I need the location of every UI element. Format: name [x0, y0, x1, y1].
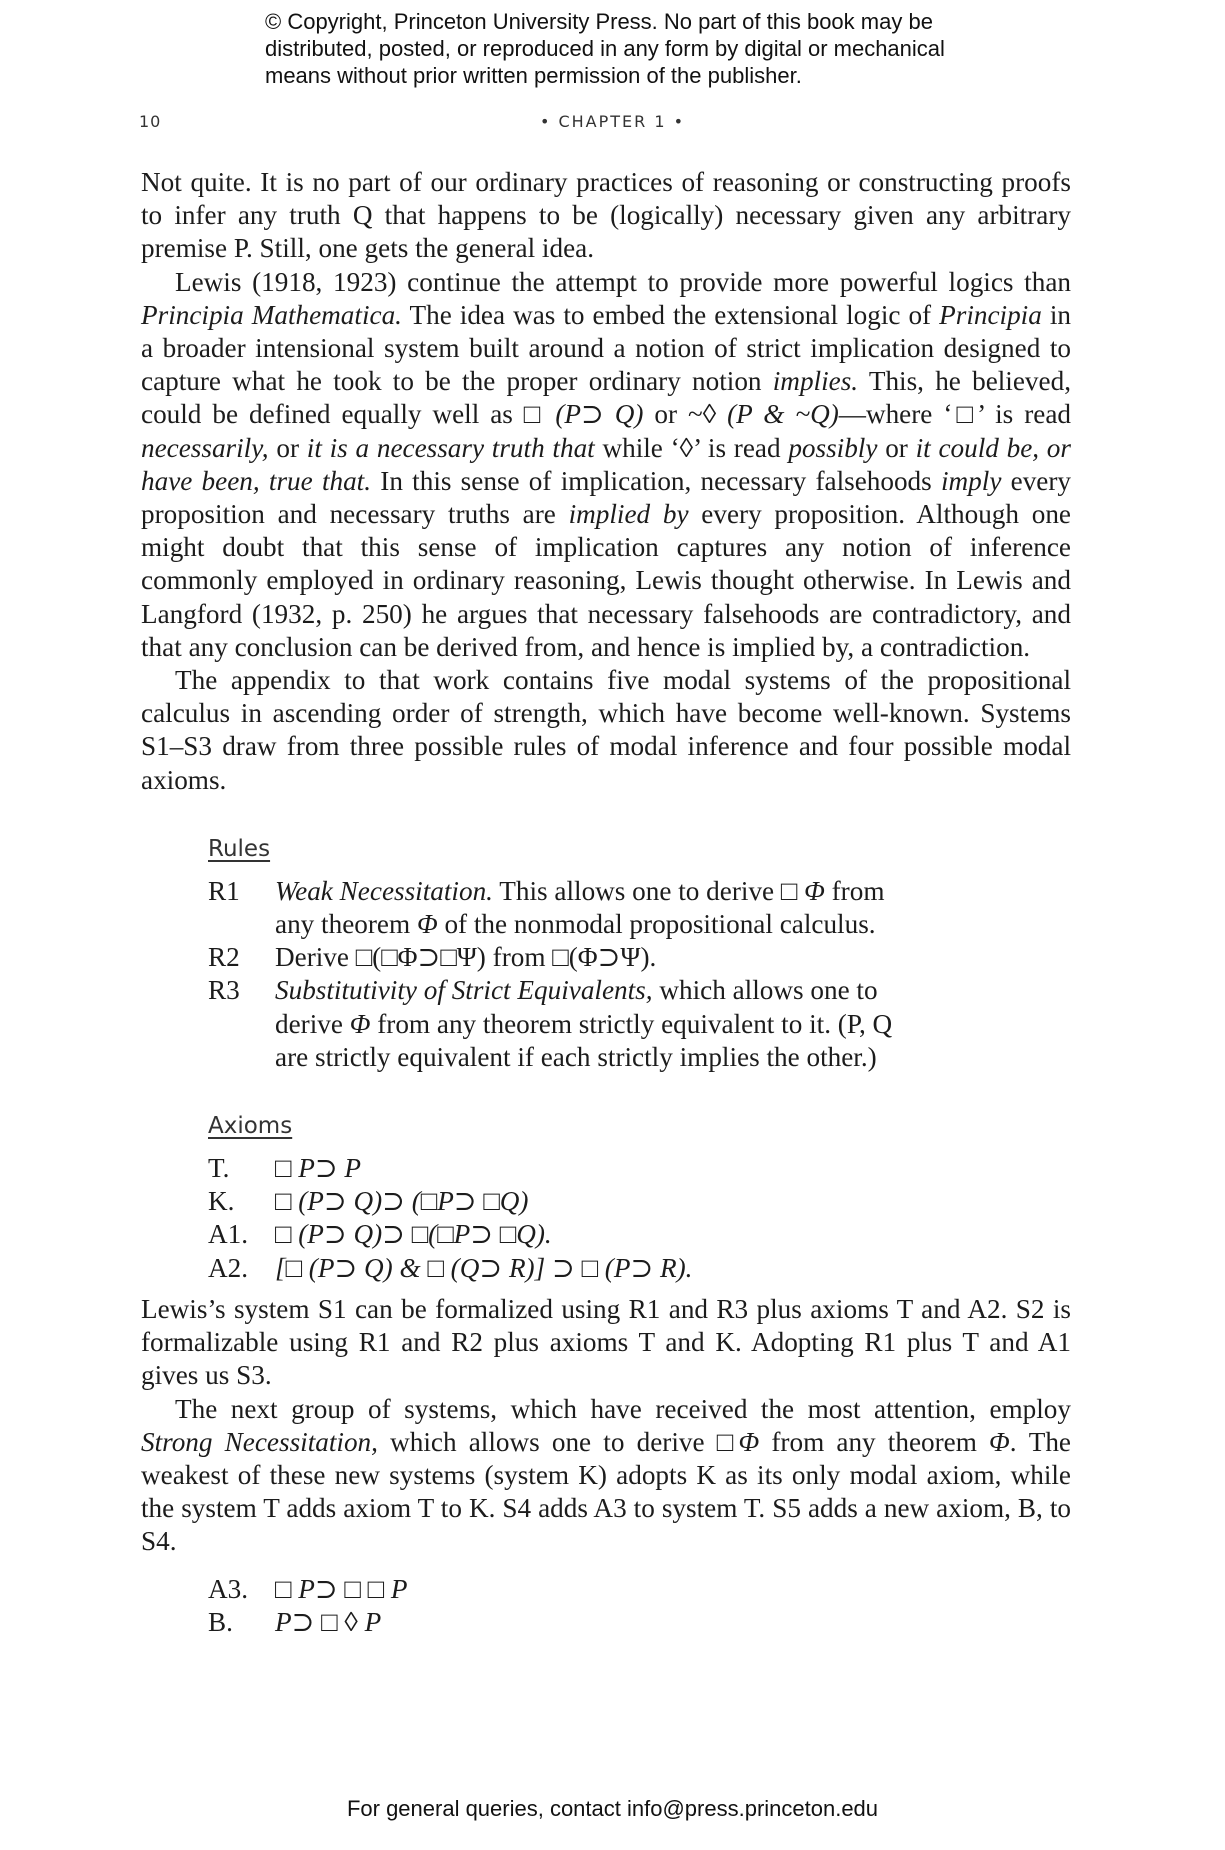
axiom-item [208, 1573, 1071, 1606]
axiom-formula: □ (P⊃ Q)⊃ (□P⊃ □Q) [275, 1186, 529, 1217]
page-body [141, 166, 1071, 1639]
running-head: • CHAPTER 1 • [539, 112, 686, 131]
axiom-label: A2. [208, 1252, 249, 1283]
axiom-item [208, 1218, 1071, 1251]
rule-item [208, 941, 908, 974]
axioms-heading: Axioms [208, 1113, 293, 1140]
rules-heading: Rules [208, 835, 271, 862]
axiom-item [208, 1152, 1071, 1185]
page-number: 10 [139, 112, 162, 131]
rule-text: Derive □(□Φ⊃□Ψ) from □(Φ⊃Ψ). [275, 942, 657, 973]
copyright-line: © Copyright, Princeton University Press. No part of this book may be [265, 9, 933, 34]
axiom-item [208, 1606, 1071, 1639]
footer-contact: For general queries, contact info@press.princeton.edu [346, 1796, 879, 1821]
copyright-notice [265, 8, 1025, 89]
copyright-line: means without prior written permission of the publisher. [265, 63, 802, 88]
axiom-formula: P⊃ □ ◊ P [275, 1606, 382, 1637]
rule-item [208, 875, 908, 941]
extra-axioms-list [208, 1573, 1071, 1639]
paragraph: The next group of systems, which have received the most attention, employ Strong Necessitation, which allows one to derive □Φ from any theorem Φ. The weakest of these new systems (system K) adopts K as its only modal axiom, while the system T adds axiom T to K. S4 adds A3 to system T. S5 adds a new axiom, B, to S4. [141, 1393, 1071, 1557]
axiom-formula: [□ (P⊃ Q) & □ (Q⊃ R)] ⊃ □ (P⊃ R). [275, 1252, 693, 1283]
axioms-list [208, 1152, 1071, 1285]
axiom-label: A1. [208, 1219, 249, 1250]
rule-label: R1 [208, 875, 240, 906]
axiom-formula: □ P⊃ P [275, 1153, 362, 1184]
rule-item [208, 974, 908, 1074]
axiom-label: T. [208, 1153, 230, 1184]
axiom-formula: □ (P⊃ Q)⊃ □(□P⊃ □Q). [275, 1219, 552, 1250]
rule-label: R3 [208, 975, 240, 1006]
rule-label: R2 [208, 942, 240, 973]
axiom-label: B. [208, 1606, 233, 1637]
rule-text: Substitutivity of Strict Equivalents, which allows one to derive Φ from any theorem strictly equivalent to it. (P, Q are strictly equivalent if each strictly implies the other.) [275, 975, 893, 1072]
paragraph: Not quite. It is no part of our ordinary practices of reasoning or constructing proofs to infer any truth Q that happens to be (logically) necessary given any arbitrary premise P. Still, one gets the general idea. [141, 167, 1071, 264]
axiom-label: K. [208, 1186, 235, 1217]
paragraph: Lewis’s system S1 can be formalized using R1 and R3 plus axioms T and A2. S2 is formalizable using R1 and R2 plus axioms T and K. Adopting R1 plus T and A1 gives us S3. [141, 1293, 1071, 1391]
paragraph: Lewis (1918, 1923) continue the attempt to provide more powerful logics than Principia Mathematica. The idea was to embed the extensional logic of Principia in a broader intensional system built around a notion of strict implication designed to capture what he took to be the proper ordinary notion implies. This, he believed, could be defined equally well as □ (P⊃ Q) or ~◊ (P & ~Q)—where ‘□’ is read necessarily, or it is a necessary truth that while ‘◊’ is read possibly or it could be, or have been, true that. In this sense of implication, necessary falsehoods imply every proposition and necessary truths are implied by every proposition. Although one might doubt that this sense of implication captures any notion of inference commonly employed in ordinary reasoning, Lewis thought otherwise. In Lewis and Langford (1932, p. 250) he argues that necessary falsehoods are contradictory, and that any conclusion can be derived from, and hence is implied by, a contradiction. [141, 266, 1072, 662]
axiom-label: A3. [208, 1573, 249, 1604]
rule-text: Weak Necessitation. This allows one to derive □ Φ from any theorem Φ of the nonmodal propositional calculus. [275, 875, 885, 940]
axiom-item [208, 1252, 1071, 1285]
rules-list [208, 875, 908, 1074]
copyright-line: distributed, posted, or reproduced in any form by digital or mechanical [265, 36, 945, 61]
paragraph: The appendix to that work contains five modal systems of the propositional calculus in ascending order of strength, which have become well-known. Systems S1–S3 draw from three possible rules of modal inference and four possible modal axioms. [141, 665, 1071, 795]
axiom-item [208, 1185, 1071, 1218]
axiom-formula: □ P⊃ □ □ P [275, 1573, 408, 1604]
